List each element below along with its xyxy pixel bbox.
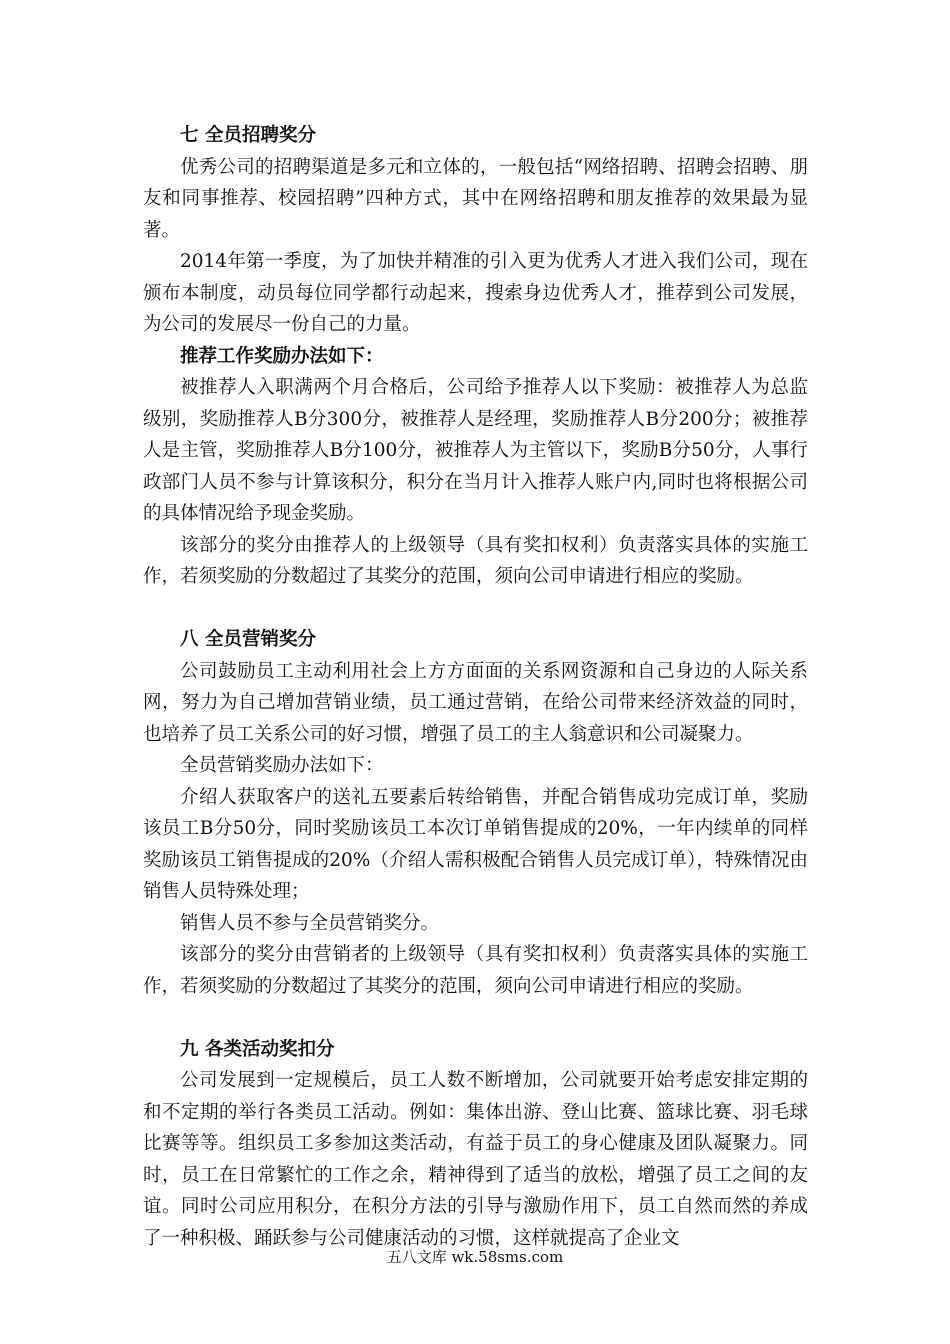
section-8-paragraph-4: 销售人员不参与全员营销奖分。	[180, 912, 440, 934]
section-7-paragraph-1: 优秀公司的招聘渠道是多元和立体的，一般包括“网络招聘、招聘会招聘、朋友和同事推荐、校园招聘”四种方式，其中在网络招聘和朋友推荐的效果最为显著。	[143, 156, 808, 241]
section-8-heading: 八 全员营销奖分	[180, 629, 316, 650]
section-9-heading: 九 各类活动奖扣分	[180, 1038, 335, 1060]
section-7-paragraph-3: 被推荐人入职满两个月合格后，公司给予推荐人以下奖励：被推荐人为总监级别，奖励推荐人B分300分，被推荐人是经理，奖励推荐人B分200分；被推荐人是主管，奖励推荐人B分100分，被推荐人为主管以下，奖励B分50分，人事行政部门人员不参与计算该积分，积分在当月计入推荐人账户内,同时也将根据公司的具体情况给予现金奖励。	[143, 377, 808, 524]
section-7-paragraph-4: 该部分的奖分由推荐人的上级领导（具有奖扣权利）负责落实具体的实施工作，若须奖励的分数超过了其奖分的范围，须向公司申请进行相应的奖励。	[143, 534, 808, 587]
page-footer: 五八文库 wk.58sms.com	[386, 1248, 564, 1266]
section-8-paragraph-2: 全员营销奖励办法如下：	[180, 755, 384, 776]
section-8-paragraph-1: 公司鼓励员工主动利用社会上方方面面的关系网资源和自己身边的人际关系网，努力为自己增加营销业绩，员工通过营销，在给公司带来经济效益的同时，也培养了员工关系公司的好习惯，增强了员工的主人翁意识和公司凝聚力。	[143, 660, 808, 745]
section-gap	[143, 593, 808, 625]
section-gap	[143, 1002, 808, 1034]
section-7-paragraph-2: 2014年第一季度，为了加快并精准的引入更为优秀人才进入我们公司，现在颁布本制度，动员每位同学都行动起来，搜索身边优秀人才，推荐到公司发展，为公司的发展尽一份自己的力量。	[143, 251, 808, 335]
document-body	[143, 120, 808, 1254]
section-8-paragraph-5: 该部分的奖分由营销者的上级领导（具有奖扣权利）负责落实具体的实施工作，若须奖励的分数超过了其奖分的范围，须向公司申请进行相应的奖励。	[143, 944, 808, 997]
section-7-heading: 七 全员招聘奖分	[180, 125, 316, 146]
section-8-paragraph-3: 介绍人获取客户的送礼五要素后转给销售，并配合销售成功完成订单，奖励该员工B分50分，同时奖励该员工本次订单销售提成的20%，一年内续单的同样奖励该员工销售提成的20%（介绍人需积极配合销售人员完成订单），特殊情况由销售人员特殊处理；	[143, 786, 808, 902]
section-9-paragraph-1: 公司发展到一定规模后，员工人数不断增加，公司就要开始考虑安排定期的和不定期的举行各类员工活动。例如：集体出游、登山比赛、篮球比赛、羽毛球比赛等等。组织员工多参加这类活动，有益于员工的身心健康及团队凝聚力。同时，员工在日常繁忙的工作之余，精神得到了适当的放松，增强了员工之间的友谊。同时公司应用积分，在积分方法的引导与激励作用下，员工自然而然的养成了一种积极、踊跃参与公司健康活动的习惯，这样就提高了企业文	[143, 1070, 808, 1249]
section-7-subheading: 推荐工作奖励办法如下：	[180, 345, 384, 367]
